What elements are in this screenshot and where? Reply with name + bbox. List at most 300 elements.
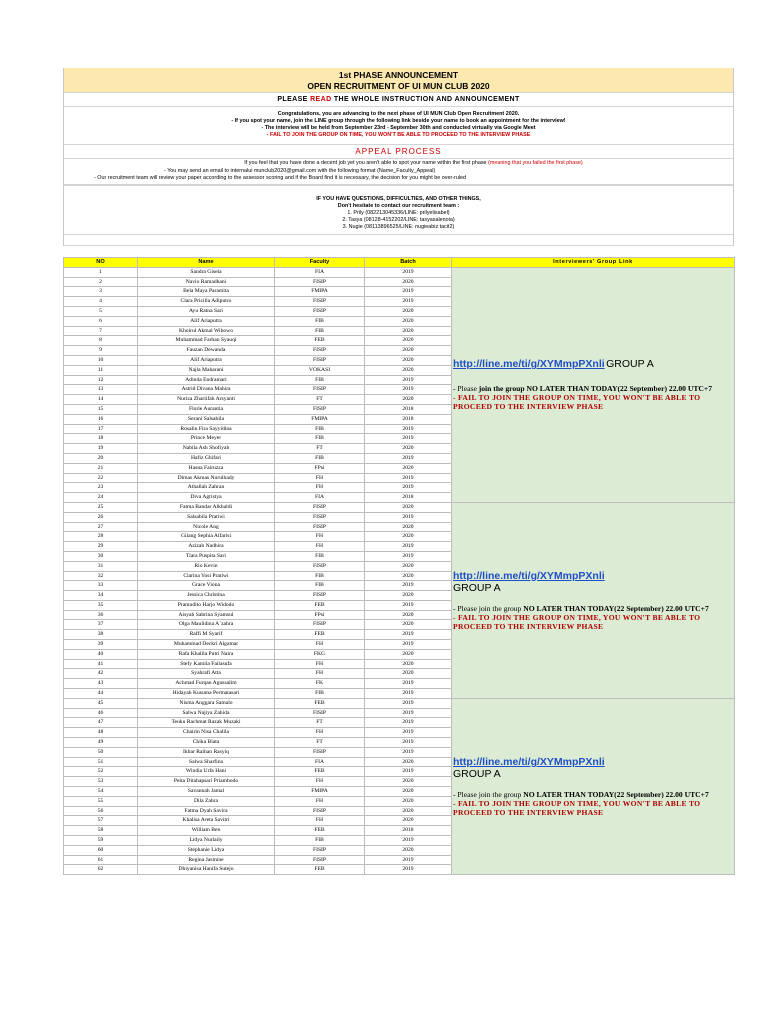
cell-faculty: FISIP: [275, 385, 365, 395]
note-deadline: NO LATER THAN TODAY(22 September) 22.00 UTC+7: [523, 603, 709, 613]
cell-name: Clarina Yosi Pratiwi: [138, 571, 275, 581]
cell-no: 33: [64, 581, 138, 591]
cell-no: 49: [64, 738, 138, 748]
cell-no: 4: [64, 297, 138, 307]
cell-faculty: FT: [275, 718, 365, 728]
cell-no: 50: [64, 747, 138, 757]
cell-no: 58: [64, 826, 138, 836]
intro-line: Congratulations, you are advancing to the next phase of UI MUN Club Open Recruitment 2020.: [277, 111, 520, 117]
cell-name: Rafa Khalila Putri Naira: [138, 649, 275, 659]
group-block: [452, 358, 734, 411]
cell-name: Nicole Ang: [138, 522, 275, 532]
cell-name: Tiara Puspita Sari: [138, 551, 275, 561]
spacer: [453, 594, 734, 604]
cell-no: 17: [64, 424, 138, 434]
cell-batch: 2019: [365, 385, 452, 395]
cell-name: Diva Agristya: [138, 493, 275, 503]
cell-no: 9: [64, 346, 138, 356]
cell-faculty: FKG: [275, 649, 365, 659]
cell-batch: 2019: [365, 630, 452, 640]
read-word: READ: [310, 96, 332, 103]
cell-no: 3: [64, 287, 138, 297]
group-label: GROUP A: [453, 581, 501, 594]
cell-no: 30: [64, 551, 138, 561]
group-invite-link[interactable]: http://line.me/ti/g/XYMmpPXnli: [453, 569, 605, 582]
cell-batch: 2019: [365, 600, 452, 610]
intro-line: - If you spot your name, join the LINE group through the following link beside your name to book an appointment for the interview!: [231, 118, 566, 124]
cell-batch: 2019: [365, 728, 452, 738]
cell-batch: 2020: [365, 816, 452, 826]
cell-batch: 2020: [365, 395, 452, 405]
cell-batch: 2020: [365, 649, 452, 659]
cell-batch: 2020: [365, 502, 452, 512]
cell-no: 25: [64, 502, 138, 512]
cell-faculty: FISIP: [275, 297, 365, 307]
table-row: [64, 502, 735, 512]
cell-name: Bela Maya Paramita: [138, 287, 275, 297]
cell-name: Nuriza Zhariifah Arsyanti: [138, 395, 275, 405]
cell-no: 18: [64, 434, 138, 444]
cell-faculty: FISIP: [275, 561, 365, 571]
cell-faculty: FH: [275, 728, 365, 738]
cell-name: Rio Kevin: [138, 561, 275, 571]
cell-no: 29: [64, 542, 138, 552]
cell-no: 6: [64, 316, 138, 326]
cell-name: Athallah Zahran: [138, 483, 275, 493]
cell-no: 61: [64, 855, 138, 865]
cell-batch: 2020: [365, 316, 452, 326]
cell-no: 44: [64, 689, 138, 699]
cell-faculty: FIB: [275, 434, 365, 444]
cell-name: Syahrafi Atta: [138, 669, 275, 679]
cell-name: Olga Maulidina A`zahra: [138, 620, 275, 630]
cell-faculty: FISIP: [275, 591, 365, 601]
cell-faculty: FIB: [275, 551, 365, 561]
cell-faculty: FISIP: [275, 512, 365, 522]
contacts-line: Don't hesitate to contact our recruitment team :: [337, 203, 460, 209]
cell-name: Salsabila Pratiwi: [138, 512, 275, 522]
cell-name: Teuku Rachmat Razak Muzaki: [138, 718, 275, 728]
cell-no: 39: [64, 640, 138, 650]
cell-name: Fatma Bandar Alkhaldi: [138, 502, 275, 512]
cell-batch: 2019: [365, 473, 452, 483]
cell-no: 35: [64, 600, 138, 610]
table-header-row: [64, 258, 735, 268]
cell-no: 38: [64, 630, 138, 640]
note-warning: - FAIL TO JOIN THE GROUP ON TIME, YOU WON'T BE ABLE TO PROCEED TO THE INTERVIEW PHASE: [453, 393, 701, 412]
cell-name: Grace Viona: [138, 581, 275, 591]
cell-faculty: FIA: [275, 493, 365, 503]
cell-batch: 2019: [365, 267, 452, 277]
cell-faculty: FISIP: [275, 620, 365, 630]
cell-batch: 2019: [365, 747, 452, 757]
cell-name: Serani Salsabila: [138, 414, 275, 424]
col-header-no: NO: [64, 258, 138, 268]
cell-name: Achmad Furqan Agussalim: [138, 679, 275, 689]
cell-faculty: FH: [275, 473, 365, 483]
group-link-cell: [452, 502, 735, 698]
cell-no: 24: [64, 493, 138, 503]
cell-faculty: FEB: [275, 698, 365, 708]
cell-no: 15: [64, 404, 138, 414]
note-bold: join the group: [478, 384, 525, 394]
cell-no: 1: [64, 267, 138, 277]
cell-name: Alif Ariaputra: [138, 355, 275, 365]
cell-faculty: FISIP: [275, 708, 365, 718]
cell-no: 51: [64, 757, 138, 767]
cell-faculty: FT: [275, 395, 365, 405]
col-header-group-link: Interviewers' Group Link: [452, 258, 735, 268]
cell-faculty: FPsi: [275, 610, 365, 620]
cell-name: Khalisa Areta Savitri: [138, 816, 275, 826]
cell-batch: 2020: [365, 796, 452, 806]
cell-faculty: FH: [275, 816, 365, 826]
cell-name: Florie Aurantia: [138, 404, 275, 414]
group-invite-link[interactable]: http://line.me/ti/g/XYMmpPXnli: [453, 756, 605, 769]
group-block: [452, 756, 734, 817]
results-table: [63, 257, 735, 875]
cell-no: 22: [64, 473, 138, 483]
cell-no: 53: [64, 777, 138, 787]
cell-no: 37: [64, 620, 138, 630]
cell-batch: 2020: [365, 277, 452, 287]
group-label: GROUP A: [453, 768, 501, 781]
cell-batch: 2019: [365, 708, 452, 718]
contact-item: 1. Prily (082213045336/LINE: prilyelisabel): [347, 210, 450, 216]
group-link-cell: [452, 267, 735, 502]
cell-name: Rosalin Fira Sayyidina: [138, 424, 275, 434]
cell-name: Adinda Endramari: [138, 375, 275, 385]
cell-faculty: FH: [275, 796, 365, 806]
note-warning: - FAIL TO JOIN THE GROUP ON TIME, YOU WON'T BE ABLE TO PROCEED TO THE INTERVIEW PHASE: [453, 799, 701, 818]
cell-faculty: FIA: [275, 267, 365, 277]
cell-name: William Ben: [138, 826, 275, 836]
intro-text: [63, 107, 734, 145]
cell-name: Savannah Jamal: [138, 787, 275, 797]
title-block: [63, 68, 734, 93]
cell-no: 56: [64, 806, 138, 816]
cell-faculty: FH: [275, 659, 365, 669]
cell-batch: 2020: [365, 757, 452, 767]
spacer: [453, 370, 734, 384]
cell-name: Azizah Nadhira: [138, 542, 275, 552]
cell-batch: 2019: [365, 581, 452, 591]
cell-no: 55: [64, 796, 138, 806]
col-header-batch: Batch: [365, 258, 452, 268]
cell-faculty: FISIP: [275, 806, 365, 816]
cell-no: 45: [64, 698, 138, 708]
cell-name: Gilang Sephia Alfarisi: [138, 532, 275, 542]
cell-batch: 2020: [365, 365, 452, 375]
note-deadline: NO LATER THAN TODAY(22 September) 22.00 UTC+7: [526, 384, 713, 394]
cell-faculty: FIB: [275, 326, 365, 336]
table-row: [64, 698, 735, 708]
cell-faculty: FH: [275, 483, 365, 493]
cell-batch: 2020: [365, 777, 452, 787]
cell-no: 2: [64, 277, 138, 287]
cell-no: 46: [64, 708, 138, 718]
cell-batch: 2019: [365, 483, 452, 493]
cell-no: 43: [64, 679, 138, 689]
cell-faculty: FH: [275, 640, 365, 650]
cell-faculty: FIB: [275, 581, 365, 591]
cell-faculty: FPsi: [275, 463, 365, 473]
cell-no: 57: [64, 816, 138, 826]
read-instruction: [63, 93, 734, 107]
cell-no: 48: [64, 728, 138, 738]
cell-no: 47: [64, 718, 138, 728]
table-body: [64, 267, 735, 874]
cell-name: Astrid Divana Mahira: [138, 385, 275, 395]
read-suffix: THE WHOLE INSTRUCTION AND ANNOUNCEMENT: [331, 96, 520, 103]
cell-name: Fatma Dyah Savira: [138, 806, 275, 816]
cell-batch: 2019: [365, 434, 452, 444]
cell-batch: 2019: [365, 865, 452, 875]
appeal-line-note: (meaning that you failed the first phase): [488, 160, 583, 166]
cell-batch: 2020: [365, 669, 452, 679]
cell-name: Hidayah Kusuma Permatasari: [138, 689, 275, 699]
cell-name: Nisma Anggara Samalo: [138, 698, 275, 708]
cell-batch: 2019: [365, 855, 452, 865]
cell-batch: 2020: [365, 610, 452, 620]
cell-faculty: FH: [275, 542, 365, 552]
cell-name: Salwa Sharfina: [138, 757, 275, 767]
cell-no: 7: [64, 326, 138, 336]
cell-no: 34: [64, 591, 138, 601]
cell-faculty: FISIP: [275, 277, 365, 287]
cell-name: Ikbar Raihan Rasyiq: [138, 747, 275, 757]
cell-batch: 2019: [365, 424, 452, 434]
cell-faculty: FIB: [275, 424, 365, 434]
cell-batch: 2020: [365, 845, 452, 855]
cell-batch: 2019: [365, 640, 452, 650]
cell-no: 27: [64, 522, 138, 532]
cell-faculty: FEB: [275, 600, 365, 610]
cell-batch: 2020: [365, 326, 452, 336]
appeal-line: - Our recruitment team will review your paper according to the assessor scoring and if the Board find it is necessary, the decision for you might be over-ruled: [94, 175, 467, 181]
cell-batch: 2019: [365, 689, 452, 699]
cell-faculty: FIA: [275, 757, 365, 767]
contacts-block: [63, 185, 734, 235]
cell-name: Dimas Akmas Nurulhady: [138, 473, 275, 483]
contacts-line: IF YOU HAVE QUESTIONS, DIFFICULTIES, AND OTHER THINGS,: [316, 196, 481, 202]
cell-faculty: FIB: [275, 316, 365, 326]
contact-item: 2. Tasya (08128-4152202/LINE: tasyasalenoia): [342, 217, 455, 223]
cell-name: Pramudito Harjo Widodo: [138, 600, 275, 610]
cell-name: Raffi M Syarif: [138, 630, 275, 640]
cell-batch: 2019: [365, 542, 452, 552]
cell-no: 26: [64, 512, 138, 522]
cell-no: 31: [64, 561, 138, 571]
cell-no: 42: [64, 669, 138, 679]
cell-no: 60: [64, 845, 138, 855]
cell-no: 10: [64, 355, 138, 365]
cell-faculty: FISIP: [275, 404, 365, 414]
cell-name: Fauzan Dewanda: [138, 346, 275, 356]
cell-faculty: FISIP: [275, 306, 365, 316]
cell-batch: 2020: [365, 620, 452, 630]
cell-faculty: FEB: [275, 336, 365, 346]
note-deadline: NO LATER THAN TODAY(22 September) 22.00 UTC+7: [523, 790, 709, 800]
cell-batch: 2019: [365, 375, 452, 385]
intro-warning: - FAIL TO JOIN THE GROUP ON TIME, YOU WON'T BE ABLE TO PROCEED TO THE INTERVIEW PHASE: [266, 132, 531, 138]
cell-batch: 2019: [365, 718, 452, 728]
cell-name: Hasna Fairuzza: [138, 463, 275, 473]
cell-faculty: FEB: [275, 865, 365, 875]
note-text: - Please join the group: [453, 790, 524, 800]
cell-batch: 2020: [365, 561, 452, 571]
cell-name: Dila Zahra: [138, 796, 275, 806]
cell-batch: 2018: [365, 414, 452, 424]
group-note: [453, 604, 734, 631]
cell-no: 36: [64, 610, 138, 620]
cell-no: 14: [64, 395, 138, 405]
spacer: [453, 780, 734, 790]
cell-name: Regina Jasmine: [138, 855, 275, 865]
cell-batch: 2019: [365, 836, 452, 846]
cell-name: Hafiz Ghifari: [138, 453, 275, 463]
cell-no: 5: [64, 306, 138, 316]
group-note: [453, 790, 734, 817]
cell-name: Jessica Christina: [138, 591, 275, 601]
cell-faculty: FH: [275, 777, 365, 787]
cell-batch: 2020: [365, 787, 452, 797]
cell-name: Windia Urfa Hani: [138, 767, 275, 777]
appeal-title: APPEAL PROCESS: [63, 145, 734, 159]
page-subtitle: OPEN RECRUITMENT OF UI MUN CLUB 2020: [307, 81, 490, 91]
cell-faculty: FIB: [275, 375, 365, 385]
appeal-line-text: If you feel that you have done a decent job yet you aren't able to spot your name within the first phase: [244, 160, 489, 166]
cell-batch: 2019: [365, 698, 452, 708]
cell-name: Najla Maharani: [138, 365, 275, 375]
intro-line: - The interview will be held from September 23rd - September 30th and conducted virtually via Google Meet: [261, 125, 536, 131]
cell-faculty: FIB: [275, 453, 365, 463]
cell-name: Chairin Nisa Chalila: [138, 728, 275, 738]
cell-batch: 2020: [365, 346, 452, 356]
cell-faculty: FISIP: [275, 855, 365, 865]
cell-batch: 2020: [365, 306, 452, 316]
group-link-cell: [452, 698, 735, 874]
cell-name: Muhammad Deckri Algamar: [138, 640, 275, 650]
cell-batch: 2020: [365, 355, 452, 365]
cell-name: Peita Ditahapsari Priambodo: [138, 777, 275, 787]
cell-name: Navio Ramadhani: [138, 277, 275, 287]
cell-name: Salwa Najiya Zahida: [138, 708, 275, 718]
cell-batch: 2020: [365, 444, 452, 454]
cell-no: 16: [64, 414, 138, 424]
cell-no: 52: [64, 767, 138, 777]
cell-name: Khoirul Akmal Wibowo: [138, 326, 275, 336]
cell-name: Ayu Ratna Sari: [138, 306, 275, 316]
cell-name: Lidya Nurlaily: [138, 836, 275, 846]
cell-name: Stefy Kamila Failasufa: [138, 659, 275, 669]
blank-row: [63, 235, 734, 246]
cell-name: Nabila Ash Shofiyah: [138, 444, 275, 454]
cell-batch: 2019: [365, 297, 452, 307]
cell-faculty: FEB: [275, 767, 365, 777]
cell-faculty: FISIP: [275, 346, 365, 356]
cell-faculty: FK: [275, 679, 365, 689]
appeal-text: [63, 159, 734, 185]
cell-name: Aisyah Sabrina Syamsul: [138, 610, 275, 620]
cell-faculty: FISIP: [275, 845, 365, 855]
note-text: - Please: [453, 384, 479, 394]
cell-faculty: FISIP: [275, 355, 365, 365]
cell-batch: 2020: [365, 806, 452, 816]
cell-faculty: FISIP: [275, 747, 365, 757]
cell-batch: 2019: [365, 512, 452, 522]
contact-item: 3. Nugie (08113896525/LINE: nugieabiz tacit2): [342, 224, 455, 230]
cell-faculty: FEB: [275, 826, 365, 836]
cell-faculty: FIB: [275, 571, 365, 581]
cell-batch: 2018: [365, 826, 452, 836]
page-title: 1st PHASE ANNOUNCEMENT: [338, 70, 459, 80]
cell-name: Chika Biata: [138, 738, 275, 748]
cell-name: Muhammad Farhan Syauqi: [138, 336, 275, 346]
cell-batch: 2018: [365, 493, 452, 503]
col-header-name: Name: [138, 258, 275, 268]
cell-no: 59: [64, 836, 138, 846]
cell-batch: 2019: [365, 551, 452, 561]
cell-batch: 2020: [365, 336, 452, 346]
group-label: GROUP A: [606, 358, 654, 371]
cell-batch: 2018: [365, 404, 452, 414]
group-note: [453, 384, 734, 411]
cell-batch: 2020: [365, 463, 452, 473]
cell-faculty: FMIPA: [275, 414, 365, 424]
cell-faculty: FH: [275, 532, 365, 542]
cell-name: Prince Meyer: [138, 434, 275, 444]
table-row: [64, 267, 735, 277]
cell-no: 21: [64, 463, 138, 473]
cell-name: Clara Pricilla Adiputro: [138, 297, 275, 307]
cell-no: 41: [64, 659, 138, 669]
cell-no: 32: [64, 571, 138, 581]
cell-batch: 2020: [365, 591, 452, 601]
group-block: [452, 570, 734, 631]
cell-name: Dhiyanisa Hanifa Sutejo: [138, 865, 275, 875]
cell-no: 12: [64, 375, 138, 385]
announcement-header: [63, 68, 734, 246]
cell-batch: 2020: [365, 522, 452, 532]
cell-faculty: FEB: [275, 630, 365, 640]
cell-no: 28: [64, 532, 138, 542]
cell-name: Sandra Gisela: [138, 267, 275, 277]
cell-no: 11: [64, 365, 138, 375]
cell-batch: 2019: [365, 679, 452, 689]
cell-no: 19: [64, 444, 138, 454]
appeal-line: [94, 160, 733, 168]
cell-batch: 2020: [365, 532, 452, 542]
cell-faculty: VOKASI: [275, 365, 365, 375]
cell-faculty: FISIP: [275, 502, 365, 512]
cell-no: 40: [64, 649, 138, 659]
cell-name: Alif Ariaputra: [138, 316, 275, 326]
cell-batch: 2019: [365, 287, 452, 297]
cell-batch: 2019: [365, 767, 452, 777]
cell-faculty: FIB: [275, 836, 365, 846]
note-text: - Please join the group: [453, 603, 524, 613]
cell-faculty: FH: [275, 669, 365, 679]
cell-no: 62: [64, 865, 138, 875]
cell-no: 23: [64, 483, 138, 493]
note-warning: - FAIL TO JOIN THE GROUP ON TIME, YOU WON'T BE ABLE TO PROCEED TO THE INTERVIEW PHASE: [453, 612, 701, 631]
cell-no: 20: [64, 453, 138, 463]
cell-batch: 2019: [365, 738, 452, 748]
cell-no: 8: [64, 336, 138, 346]
group-invite-link[interactable]: http://line.me/ti/g/XYMmpPXnli: [453, 358, 605, 371]
cell-faculty: FMIPA: [275, 787, 365, 797]
